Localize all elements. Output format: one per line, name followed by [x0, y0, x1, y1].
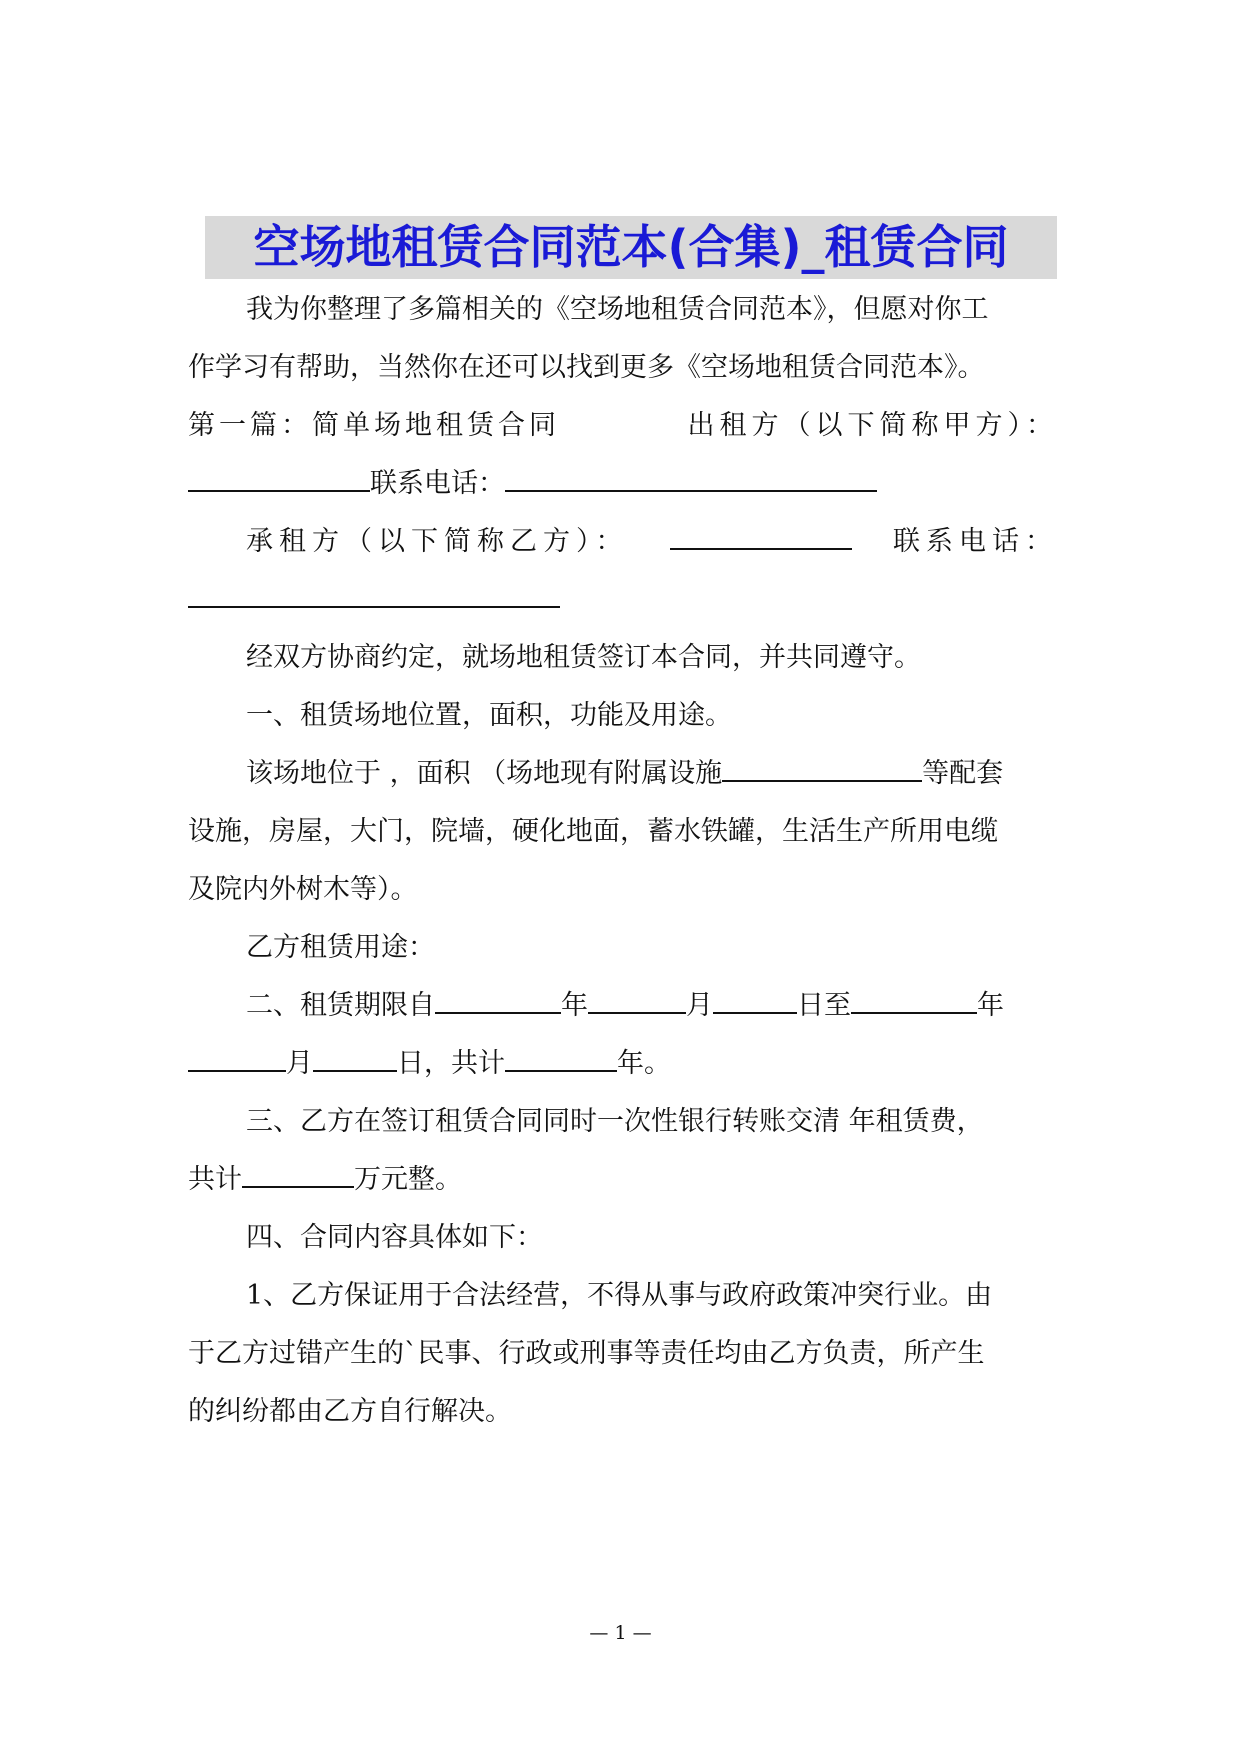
- month-label: 月: [286, 1048, 313, 1079]
- paragraph-line: [246, 988, 1116, 1024]
- document-title: 空场地租赁合同范本(合集)_租赁合同: [205, 216, 1057, 279]
- paragraph-line: [188, 1046, 1058, 1082]
- paragraph-line: [246, 524, 1058, 560]
- total-label: 共计: [188, 1164, 242, 1195]
- lessee-label: 承租方（以下简称乙方）：: [246, 526, 629, 557]
- lessor-label: 出租方（以下简称甲方）：: [687, 410, 1058, 441]
- page-number: — 1 —: [589, 1622, 652, 1644]
- lease-term-text: 二、租赁期限自: [246, 990, 435, 1021]
- amount-unit-label: 万元整。: [354, 1164, 462, 1195]
- blank-field[interactable]: [242, 1162, 354, 1188]
- blank-field[interactable]: [588, 988, 686, 1014]
- blank-field[interactable]: [435, 988, 561, 1014]
- blank-field[interactable]: [722, 756, 922, 782]
- paragraph-line: [188, 408, 1058, 444]
- paragraph-line: 于乙方过错产生的`民事、行政或刑事等责任均由乙方负责，所产生: [188, 1338, 985, 1369]
- blank-field[interactable]: [713, 988, 797, 1014]
- paragraph-line: 1、乙方保证用于合法经营，不得从事与政府政策冲突行业。由: [246, 1280, 993, 1311]
- paragraph-line: 三、乙方在签订租赁合同同时一次性银行转账交清 年租赁费，: [246, 1106, 984, 1137]
- section-heading: 第一篇：简单场地租赁合同: [188, 410, 560, 441]
- blank-field[interactable]: [313, 1046, 397, 1072]
- phone-label: 联系电话：: [370, 468, 505, 499]
- blank-field[interactable]: [188, 1046, 286, 1072]
- paragraph-line: [188, 466, 1058, 502]
- blank-field[interactable]: [505, 466, 877, 492]
- blank-field[interactable]: [851, 988, 977, 1014]
- day-to-label: 日至: [797, 990, 851, 1021]
- year-label: 年: [977, 990, 1004, 1021]
- paragraph-line: 一、租赁场地位置，面积，功能及用途。: [246, 700, 732, 731]
- paragraph-line: 四、合同内容具体如下：: [246, 1222, 543, 1253]
- paragraph-line: 经双方协商约定，就场地租赁签订本合同，并共同遵守。: [246, 642, 921, 673]
- blank-field[interactable]: [188, 582, 560, 608]
- year-label: 年: [561, 990, 588, 1021]
- phone-label: 联系电话：: [893, 526, 1058, 557]
- year-label: 年。: [617, 1048, 671, 1079]
- site-facilities-text: 等配套: [922, 758, 1004, 789]
- paragraph-line: [188, 582, 1058, 618]
- paragraph-line: 的纠纷都由乙方自行解决。: [188, 1396, 512, 1427]
- paragraph-line: 乙方租赁用途：: [246, 932, 435, 963]
- paragraph-line: 设施，房屋，大门，院墙，硬化地面，蓄水铁罐，生活生产所用电缆: [188, 816, 998, 847]
- day-total-label: 日，共计: [397, 1048, 505, 1079]
- month-label: 月: [686, 990, 713, 1021]
- paragraph-line: 及院内外树木等）。: [188, 874, 418, 905]
- paragraph-line: [246, 756, 1116, 792]
- blank-field[interactable]: [670, 524, 852, 550]
- paragraph-line: 作学习有帮助，当然你在还可以找到更多《空场地租赁合同范本》。: [188, 352, 985, 383]
- paragraph-line: [188, 1162, 1058, 1198]
- paragraph-line: 我为你整理了多篇相关的《空场地租赁合同范本》，但愿对你工: [246, 294, 989, 325]
- blank-field[interactable]: [505, 1046, 617, 1072]
- blank-field[interactable]: [188, 466, 370, 492]
- site-location-text: 该场地位于 ，面积 （场地现有附属设施: [246, 758, 723, 789]
